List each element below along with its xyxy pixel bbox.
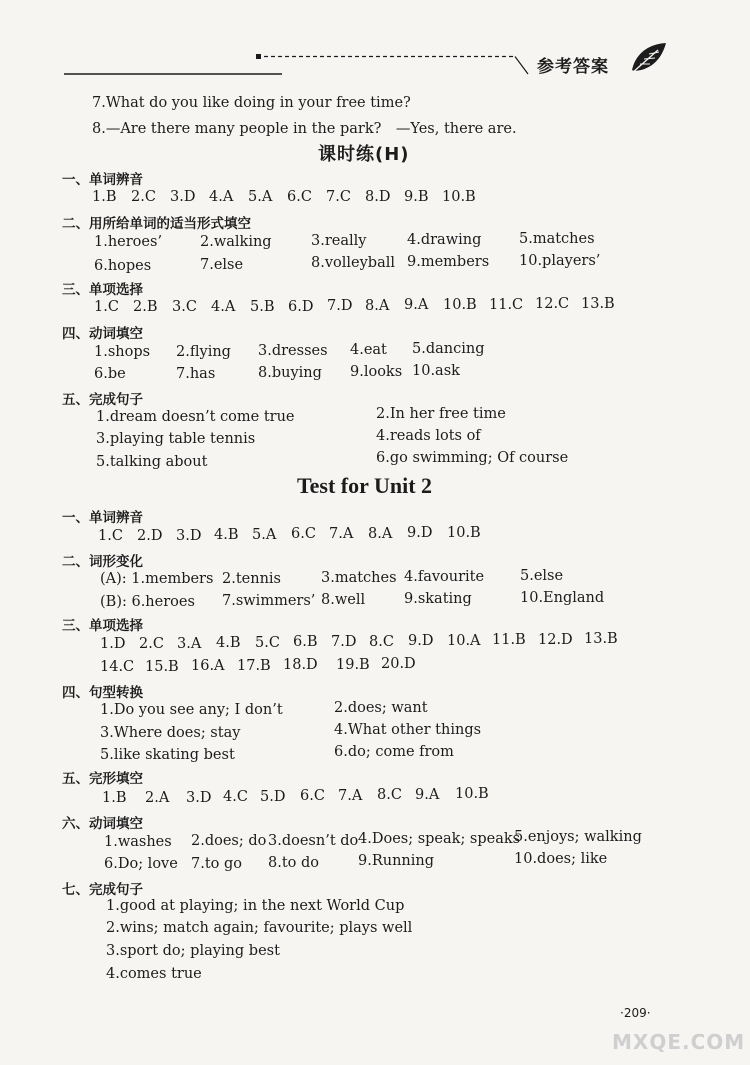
test-section-4-title: 四、句型转换 — [62, 685, 143, 701]
h-section-5-title: 五、完成句子 — [62, 392, 143, 408]
answer-item: 9.D — [407, 525, 433, 541]
test-section-5-title: 五、完形填空 — [62, 771, 143, 787]
answer-item: 1.heroes’ — [94, 234, 163, 250]
answer-item: 5.enjoys; walking — [514, 829, 642, 845]
answer-item: 5.dancing — [412, 341, 485, 357]
answer-item: 14.C — [100, 659, 135, 675]
answer-item: 2.does; do — [191, 833, 267, 849]
answer-item: 2.B — [133, 299, 158, 315]
answer-item: 7.to go — [191, 856, 243, 872]
answer-item: 9.looks — [350, 364, 403, 380]
answer-item: 9.members — [407, 254, 490, 270]
answer-item: 3.D — [170, 189, 196, 205]
answer-item: 2.flying — [176, 344, 231, 360]
answer-item: 4.B — [214, 527, 239, 543]
h-section-1-title: 一、单词辨音 — [62, 172, 143, 188]
answer-item: 4.B — [216, 635, 241, 651]
answer-item: 10.players’ — [519, 253, 601, 269]
answer-item: 5.C — [255, 635, 280, 651]
answer-item: 13.B — [584, 631, 618, 647]
answer-item: 1.shops — [94, 344, 151, 360]
answer-item: 1.C — [98, 528, 123, 544]
answer-item: 8.buying — [258, 365, 322, 381]
answer-item: 7.D — [327, 298, 353, 314]
answer-item: 2.C — [139, 636, 164, 652]
answer-item: 2.does; want — [334, 700, 428, 716]
answer-item: 10.B — [442, 189, 476, 205]
answer-item: 2.In her free time — [376, 406, 506, 422]
answer-item: 4.What other things — [334, 722, 482, 738]
answer-item: 15.B — [145, 659, 179, 675]
top-line-7: 7.What do you like doing in your free time? — [92, 95, 411, 111]
test-section-6-title: 六、动词填空 — [62, 816, 143, 832]
answer-item: 7.D — [331, 634, 357, 650]
answer-item: 4.A — [211, 299, 236, 315]
answer-item: 1.B — [102, 790, 127, 806]
answer-item: 6.be — [94, 366, 126, 382]
answer-item: 3.playing table tennis — [96, 431, 256, 447]
answer-item: 9.B — [404, 189, 429, 205]
answer-item: 3.sport do; playing best — [106, 943, 280, 959]
header-title: 参考答案 — [537, 57, 609, 77]
answer-item: 3.really — [311, 233, 367, 249]
answer-item: 18.D — [283, 657, 318, 673]
answer-item: 7.A — [329, 526, 354, 542]
answer-item: 7.C — [326, 189, 351, 205]
answer-item: 10.ask — [412, 363, 460, 379]
answer-item: 2.wins; match again; favourite; plays well — [106, 920, 413, 936]
answer-item: 1.B — [92, 189, 117, 205]
answer-item: 9.Running — [358, 853, 435, 869]
watermark: MXQE.COM — [612, 1030, 746, 1054]
answer-item: 4.C — [223, 789, 248, 805]
answer-item: 4.reads lots of — [376, 428, 481, 444]
answer-item: 10.England — [520, 590, 605, 606]
answer-item: 6.D — [288, 299, 314, 315]
answer-item: 6.C — [287, 189, 312, 205]
answer-item: 12.C — [535, 296, 570, 312]
lesson-h-title: 课时练(H) — [318, 144, 410, 165]
answer-item: 8.volleyball — [311, 255, 396, 271]
answer-item: 6.do; come from — [334, 744, 454, 760]
answer-item: 4.drawing — [407, 232, 482, 248]
answer-item: 10.B — [443, 297, 477, 313]
answer-item: 8.A — [365, 298, 390, 314]
answer-item: 2.D — [137, 528, 163, 544]
answer-item: 11.B — [492, 632, 526, 648]
answer-item: 10.B — [447, 525, 481, 541]
leaf-icon — [628, 40, 668, 76]
answer-item: 9.D — [408, 633, 434, 649]
answer-item: 8.to do — [268, 855, 320, 871]
answer-item: 5.A — [248, 189, 273, 205]
answer-item: 1.C — [94, 299, 119, 315]
answer-item: 8.well — [321, 592, 366, 608]
answer-item: 6.B — [293, 634, 318, 650]
answer-item: 3.dresses — [258, 343, 328, 359]
answer-item: 2.tennis — [222, 571, 281, 587]
test-section-7-title: 七、完成句子 — [62, 882, 143, 898]
answer-item: 10.B — [455, 786, 489, 802]
answer-item: 6.go swimming; Of course — [376, 450, 569, 466]
answer-item: (A): 1.members — [100, 571, 214, 587]
answer-item: 1.dream doesn’t come true — [96, 409, 295, 425]
answer-item: 3.C — [172, 299, 197, 315]
answer-item: (B): 6.heroes — [100, 594, 195, 610]
answer-item: 10.does; like — [514, 851, 608, 867]
test-section-2-title: 二、词形变化 — [62, 554, 143, 570]
answer-item: 2.C — [131, 189, 156, 205]
h-section-4-title: 四、动词填空 — [62, 326, 143, 342]
answer-item: 7.swimmers’ — [222, 593, 316, 609]
answer-item: 3.Where does; stay — [100, 725, 241, 741]
h-section-3-title: 三、单项选择 — [62, 282, 143, 298]
answer-item: 5.talking about — [96, 454, 208, 470]
answer-item: 6.hopes — [94, 258, 152, 274]
answer-item: 6.C — [291, 526, 316, 542]
answer-item: 7.A — [338, 788, 363, 804]
answer-item: 4.A — [209, 189, 234, 205]
answer-item: 8.D — [365, 189, 391, 205]
answer-item: 3.D — [186, 790, 212, 806]
top-line-8: 8.—Are there many people in the park? —Yes, there are. — [92, 121, 517, 137]
answer-item: 4.comes true — [106, 966, 202, 982]
answer-item: 12.D — [538, 632, 573, 648]
answer-item: 5.like skating best — [100, 747, 235, 763]
answer-item: 7.else — [200, 257, 244, 273]
answer-item: 10.A — [447, 633, 481, 649]
page-number: ·209· — [620, 1006, 651, 1020]
answer-item: 2.walking — [200, 234, 272, 250]
answer-item: 1.Do you see any; I don’t — [100, 702, 283, 718]
answer-item: 9.A — [404, 297, 429, 313]
answer-item: 1.good at playing; in the next World Cup — [106, 898, 405, 914]
answer-item: 5.D — [260, 789, 286, 805]
test-title: Test for Unit 2 — [297, 473, 433, 498]
answer-item: 3.matches — [321, 570, 397, 586]
answer-item: 5.matches — [519, 231, 595, 247]
answer-item: 5.A — [252, 527, 277, 543]
test-section-1-title: 一、单词辨音 — [62, 510, 143, 526]
answer-item: 11.C — [489, 297, 524, 313]
answer-item: 1.D — [100, 636, 126, 652]
answer-item: 1.washes — [104, 834, 172, 850]
answer-item: 6.C — [300, 788, 325, 804]
answer-item: 8.C — [369, 634, 394, 650]
answer-item: 6.Do; love — [104, 856, 178, 872]
test-section-3-title: 三、单项选择 — [62, 618, 143, 634]
answer-item: 4.eat — [350, 342, 387, 358]
answer-item: 9.A — [415, 787, 440, 803]
answer-item: 13.B — [581, 296, 615, 312]
answer-item: 16.A — [191, 658, 225, 674]
answer-item: 8.A — [368, 526, 393, 542]
answer-item: 4.Does; speak; speaks — [358, 831, 521, 847]
answer-item: 3.D — [176, 528, 202, 544]
answer-item: 20.D — [381, 656, 416, 672]
h-section-2-title: 二、用所给单词的适当形式填空 — [62, 216, 251, 232]
answer-item: 3.doesn’t do — [268, 833, 359, 849]
answer-item: 5.B — [250, 299, 275, 315]
answer-item: 17.B — [237, 658, 271, 674]
answer-item: 5.else — [520, 568, 564, 584]
answer-item: 19.B — [336, 657, 370, 673]
answer-item: 4.favourite — [404, 569, 485, 585]
answer-item: 8.C — [377, 787, 402, 803]
answer-item: 7.has — [176, 366, 216, 382]
answer-item: 2.A — [145, 790, 170, 806]
answer-item: 3.A — [177, 636, 202, 652]
answer-item: 9.skating — [404, 591, 472, 607]
